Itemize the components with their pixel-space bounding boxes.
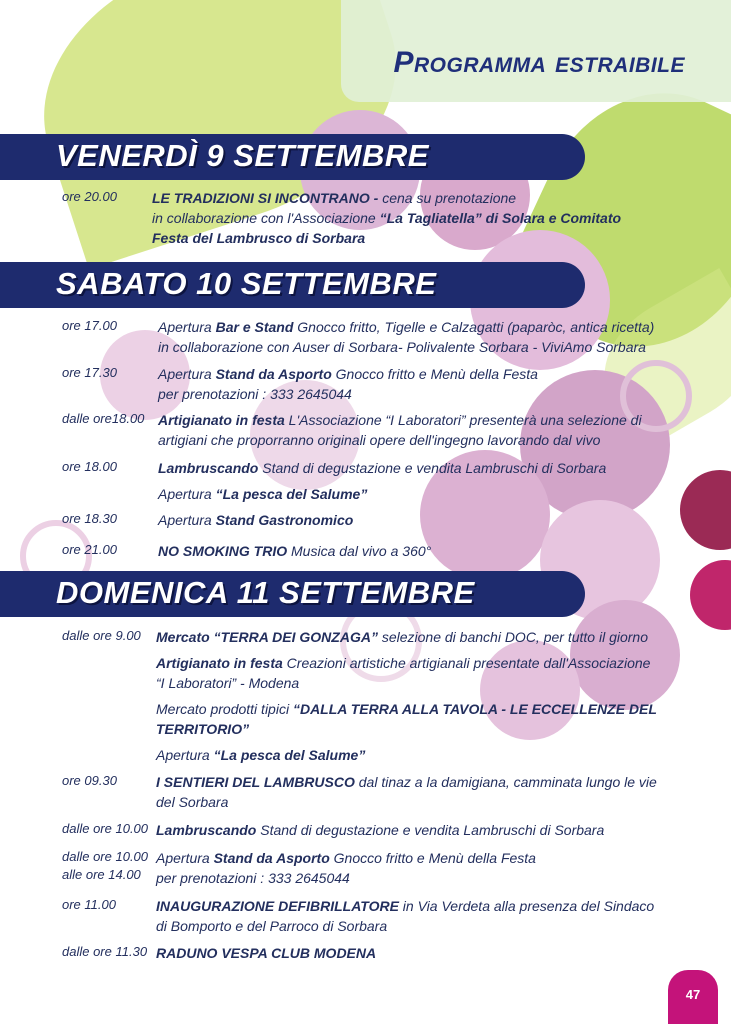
event-text: Gnocco fritto, Tigelle e Calzagatti (paparòc, antica ricetta) in collaborazione con Auser di Sorbara- Polivalente Sorbara - ViviAmo Sorbara — [158, 319, 655, 355]
event-highlight: Lambruscando — [156, 822, 257, 838]
day-label: VENERDÌ 9 SETTEMBRE — [56, 138, 429, 173]
event-text: Apertura — [156, 747, 214, 763]
event-description — [158, 510, 663, 530]
event-description — [158, 410, 663, 450]
event-highlight: “La Tagliatella” — [379, 210, 482, 226]
page-number: 47 — [668, 970, 718, 1024]
event-time: dalle ore 9.00 — [62, 628, 141, 643]
event-text: dal tinaz a la damigiana, camminata lungo le vie del Sorbara — [156, 774, 657, 810]
event-time: ore 09.30 — [62, 773, 117, 788]
event-text: Gnocco fritto e Menù della Festa — [329, 850, 536, 866]
event-time: ore 17.30 — [62, 365, 117, 380]
event-highlight: RADUNO VESPA CLUB MODENA — [156, 945, 377, 961]
event-time: ore 20.00 — [62, 189, 117, 204]
day-header-saturday — [0, 262, 585, 308]
event-description — [158, 484, 663, 504]
event-highlight: Mercato — [156, 629, 214, 645]
event-text: Creazioni artistiche artigianali presentate dall'Associazione “I Laboratori” - Modena — [156, 655, 651, 691]
day-label: SABATO 10 SETTEMBRE — [56, 266, 437, 301]
event-highlight: NO SMOKING TRIO — [158, 543, 288, 559]
event-text: selezione di banchi DOC, per tutto il giorno — [377, 629, 648, 645]
event-description — [156, 699, 661, 739]
event-description — [156, 653, 661, 693]
event-text: Gnocco fritto e Menù della Festa — [331, 366, 538, 382]
grape-shape — [680, 470, 731, 550]
event-text: Apertura — [156, 850, 214, 866]
event-description — [158, 317, 663, 357]
event-highlight: Artigianato in festa — [158, 412, 285, 428]
event-time: dalle ore 10.00 — [62, 821, 149, 836]
event-text: Apertura — [158, 319, 216, 335]
event-time: ore 18.30 — [62, 511, 117, 526]
event-highlight: Stand Gastronomico — [215, 512, 354, 528]
event-text: Apertura — [158, 512, 216, 528]
event-text: Musica dal vivo a 360° — [287, 543, 432, 559]
event-description — [158, 458, 663, 478]
event-time: ore 17.00 — [62, 318, 117, 333]
event-time: ore 11.00 — [62, 897, 116, 912]
event-description — [152, 188, 652, 248]
event-time: dalle ore 10.00 alle ore 14.00 — [62, 849, 149, 882]
event-highlight: “La pesca del Salume” — [213, 747, 366, 763]
event-text: per prenotazioni : 333 2645044 — [156, 870, 350, 886]
grape-shape — [690, 560, 731, 630]
event-highlight: Bar e Stand — [215, 319, 294, 335]
event-highlight: Stand da Asporto — [215, 366, 332, 382]
event-text: in collaborazione con l'Associazione — [152, 210, 380, 226]
event-highlight: “TERRA DEI GONZAGA” — [213, 629, 378, 645]
event-highlight: INAUGURAZIONE DEFIBRILLATORE — [156, 898, 399, 914]
event-text: Apertura — [158, 486, 216, 502]
event-text: cena su prenotazione — [382, 190, 517, 206]
event-description — [156, 820, 661, 840]
event-highlight: LE TRADIZIONI SI INCONTRANO - — [152, 190, 383, 206]
event-highlight: Artigianato in festa — [156, 655, 283, 671]
event-text: Apertura — [158, 366, 216, 382]
event-description — [156, 943, 661, 963]
event-description — [158, 541, 663, 561]
event-time: ore 21.00 — [62, 542, 117, 557]
event-text: in Via Verdeta alla presenza del Sindaco di Bomporto e del Parroco di Sorbara — [156, 898, 655, 934]
event-text: per prenotazioni : 333 2645044 — [158, 386, 352, 402]
day-header-friday — [0, 134, 585, 180]
event-highlight: “La pesca del Salume” — [215, 486, 368, 502]
event-time: dalle ore 11.30 — [62, 944, 148, 959]
event-description — [156, 772, 661, 812]
event-text: Stand di degustazione e vendita Lambruschi di Sorbara — [256, 822, 605, 838]
event-text: Stand di degustazione e vendita Lambruschi di Sorbara — [258, 460, 607, 476]
event-highlight: di Solara e Comitato Festa del Lambrusco di Sorbara — [152, 210, 622, 246]
event-description — [156, 896, 661, 936]
event-description — [156, 745, 661, 765]
event-description — [156, 627, 661, 647]
day-label: DOMENICA 11 SETTEMBRE — [56, 575, 475, 610]
event-description — [156, 848, 661, 888]
day-header-sunday — [0, 571, 585, 617]
event-highlight: I SENTIERI DEL LAMBRUSCO — [156, 774, 355, 790]
event-time: dalle ore18.00 — [62, 411, 145, 426]
event-highlight: Lambruscando — [158, 460, 259, 476]
event-time: ore 18.00 — [62, 459, 117, 474]
event-highlight: “DALLA TERRA ALLA TAVOLA - LE ECCELLENZE DEL TERRITORIO” — [156, 701, 657, 737]
event-highlight: Stand da Asporto — [213, 850, 330, 866]
event-description — [158, 364, 663, 404]
event-text: L'Associazione “I Laboratori” presenterà una selezione di artigiani che proporranno originali opere dell'ingegno lavorando dal vivo — [158, 412, 642, 448]
page-title: Programma estraibile — [393, 46, 685, 79]
event-text: Mercato prodotti tipici — [156, 701, 293, 717]
